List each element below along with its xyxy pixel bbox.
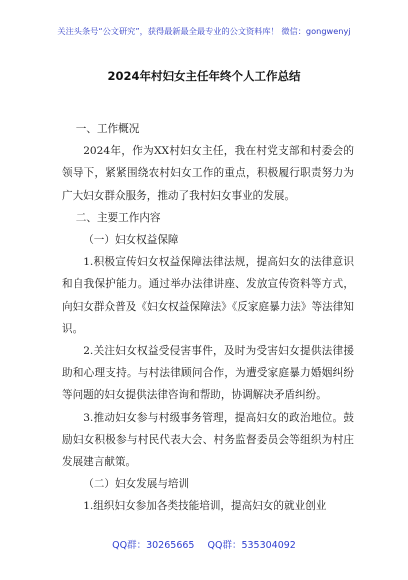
subsection-heading-rights: （一）妇女权益保障 <box>83 234 179 247</box>
qq-group-2: QQ群：535304092 <box>207 540 296 551</box>
document-title: 2024年村妇女主任年终个人工作总结 <box>107 69 301 83</box>
qq-group-1: QQ群：30265665 <box>112 540 195 551</box>
footer-qq-groups <box>0 537 408 551</box>
paragraph-rights-3: 3.推动妇女参与村级事务管理，提高妇女的政治地位。鼓励妇女积极参与村民代表大会、村务监督委员会等组织为村庄发展建言献策。 <box>62 411 354 469</box>
document-body <box>62 118 354 518</box>
section-heading-overview: 一、工作概况 <box>75 123 140 135</box>
promo-banner: 关注头条号“公文研究”，获得最新最全最专业的公文资料库！ 微信：gongwenyj <box>57 26 351 36</box>
paragraph-rights-1: 1.积极宣传妇女权益保障法律法规，提高妇女的法律意识和自我保护能力。通过举办法律讲座、发放宣传资料等方式，向妇女群众普及《妇女权益保障法》《反家庭暴力法》等法律知识。 <box>62 256 354 335</box>
paragraph-training-1: 1.组织妇女参加各类技能培训，提高妇女的就业创业 <box>83 500 327 513</box>
paragraph-overview: 2024年，作为XX村妇女主任，我在村党支部和村委会的领导下，紧紧围绕农村妇女工作的重点，积极履行职责努力为广大妇女群众服务，推动了我村妇女事业的发展。 <box>62 145 354 202</box>
section-heading-main-work: 二、主要工作内容 <box>75 211 161 224</box>
subsection-heading-training: （二）妇女发展与培训 <box>83 478 190 491</box>
paragraph-rights-2: 2.关注妇女权益受侵害事件，及时为受害妇女提供法律援助和心理支持。与村法律顾问合作，为遭受家庭暴力婚姻纠纷等问题的妇女提供法律咨询和帮助，协调解决矛盾纠纷。 <box>62 345 354 402</box>
